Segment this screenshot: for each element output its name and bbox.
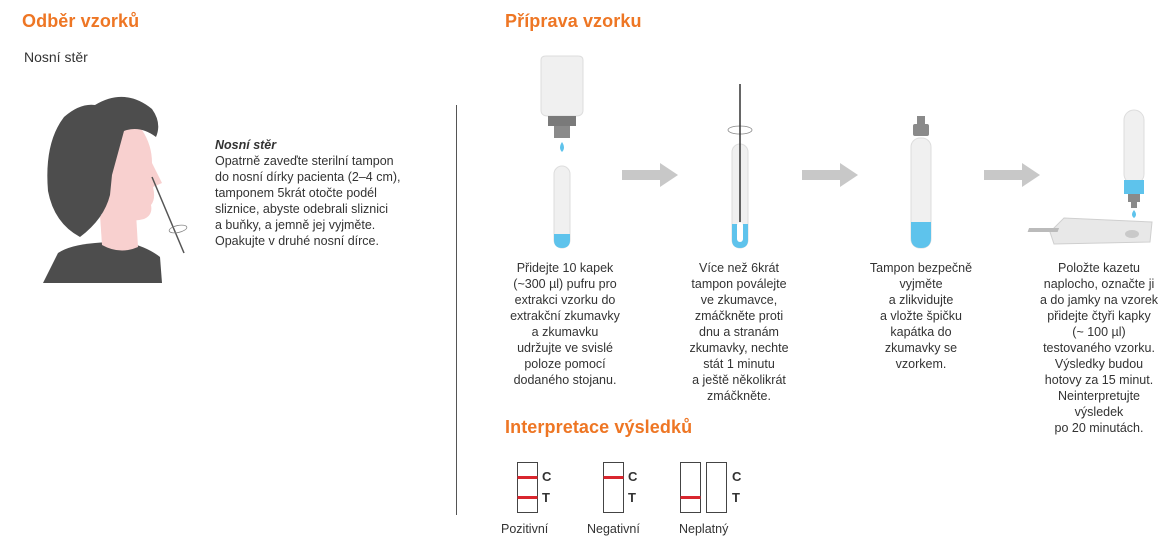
step-1-instruction: Přidejte 10 kapek (~300 µl) pufru pro extrakci vzorku do extrakční zkumavky a zkumavku udržujte ve svislé poloze pomocí dodaného stojanu.	[510, 261, 620, 387]
c-label: C	[628, 469, 638, 484]
collection-subtitle: Nosní stěr	[24, 49, 88, 65]
capped-tube-illustration	[903, 116, 939, 252]
c-label: C	[732, 469, 742, 484]
t-label: T	[628, 490, 636, 505]
step-2-instruction: Více než 6krát tampon poválejte ve zkumavce, zmáčkněte proti dnu a stranám zkumavky, nechte stát 1 minutu a ještě několikrát zmáčkněte.	[689, 261, 789, 403]
c-label: C	[542, 469, 552, 484]
buffer-bottle-illustration	[538, 56, 588, 256]
arrow-icon	[802, 163, 858, 187]
tube-with-swab-illustration	[720, 84, 760, 254]
nasal-swab-illustration	[40, 95, 200, 285]
shoulders	[43, 241, 162, 283]
rotation-indicator	[168, 224, 187, 235]
nasal-instruction-body: Opatrně zaveďte sterilní tampon do nosní dírky pacienta (2–4 cm), tamponem 5krát otočte podél sliznice, abyste odebrali sliznici a buňky, a jemně jej vyjměte. Opakujte v druhé nosní dírce.	[215, 154, 401, 248]
result-label-positive: Pozitivní	[501, 522, 549, 536]
nasal-instruction	[215, 137, 445, 249]
positive-strip	[517, 462, 539, 514]
preparation-title: Příprava vzorku	[505, 11, 642, 31]
t-label: T	[542, 490, 550, 505]
result-label-invalid: Neplatný	[679, 522, 729, 536]
step-3-instruction: Tampon bezpečně vyjměte a zlikvidujte a vložte špičku kapátka do zkumavky se vzorkem.	[869, 261, 973, 371]
negative-strip	[603, 462, 625, 514]
arrow-icon	[984, 163, 1040, 187]
result-label-negative: Negativní	[587, 522, 640, 536]
swab-stick	[152, 177, 184, 253]
step-4-instruction: Položte kazetu naplocho, označte ji a do jamky na vzorek přidejte čtyři kapky (~ 100 µl) testovaného vzorku. Výsledky budou hotovy za 15 minut. Neinterpretujte výsledek po 20 minutách.	[1039, 261, 1159, 435]
arrow-icon	[622, 163, 678, 187]
collection-title: Odběr vzorků	[22, 11, 140, 31]
section-divider	[456, 105, 457, 515]
invalid-strip	[680, 462, 728, 514]
cassette-dropper-illustration	[1044, 110, 1156, 250]
t-label: T	[732, 490, 740, 505]
nasal-instruction-title: Nosní stěr	[215, 138, 277, 152]
interpretation-title: Interpretace výsledků	[505, 417, 693, 437]
